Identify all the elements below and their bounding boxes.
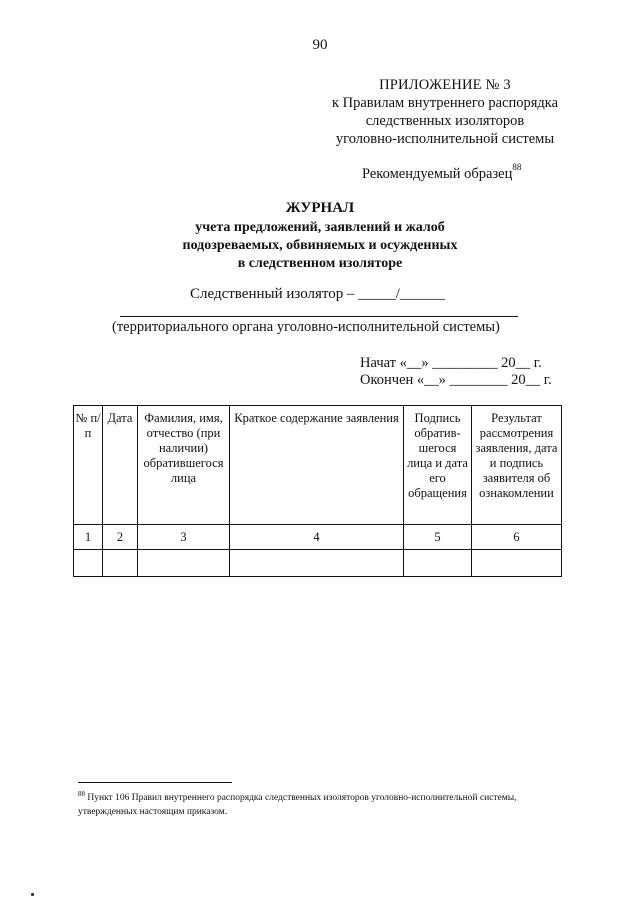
org-caption: (территориального органа уголовно-исполнительной системы) <box>112 319 500 335</box>
sample-footnote-ref[interactable]: 88 <box>512 162 522 172</box>
table-cell[interactable] <box>74 550 103 577</box>
column-header: Результат рассмотрения заявления, дата и подпись заявителя об ознакомлении <box>472 406 562 525</box>
table-cell[interactable] <box>404 550 472 577</box>
journal-subtitle <box>0 219 640 273</box>
journal-subtitle-line-2: подозреваемых, обвиняемых и осужденных <box>182 238 458 253</box>
footnote <box>78 787 568 819</box>
scan-speck <box>31 893 34 896</box>
column-number: 1 <box>74 525 103 550</box>
table-row <box>74 525 562 550</box>
page-number: 90 <box>312 37 328 53</box>
recommended-sample <box>362 164 521 183</box>
column-header: Фамилия, имя, отчество (при наличии) обратившегося лица <box>138 406 230 525</box>
journal-title: ЖУРНАЛ <box>285 200 355 216</box>
table-row <box>74 550 562 577</box>
appendix-line-2: следственных изоляторов <box>365 113 525 129</box>
appendix-line-1: к Правилам внутреннего распорядка <box>331 95 559 111</box>
sample-text: Рекомендуемый образец <box>362 165 513 182</box>
footnote-marker: 88 <box>78 790 85 798</box>
journal-dates <box>360 355 552 389</box>
journal-table <box>73 405 562 577</box>
column-number: 3 <box>138 525 230 550</box>
appendix-line-3: уголовно-исполнительной системы <box>335 131 555 147</box>
date-ended[interactable]: Окончен «__» ________ 20__ г. <box>360 372 552 388</box>
column-number: 2 <box>103 525 138 550</box>
column-number: 6 <box>472 525 562 550</box>
isolator-field[interactable]: Следственный изолятор – _____/______ <box>190 286 445 302</box>
column-header: Подпись обратив-шегося лица и дата его обращения <box>404 406 472 525</box>
journal-subtitle-line-3: в следственном изоляторе <box>237 256 403 271</box>
org-blank-line[interactable] <box>120 316 518 317</box>
appendix-header <box>300 76 590 148</box>
column-header: Краткое содержание заявления <box>230 406 404 525</box>
table-cell[interactable] <box>472 550 562 577</box>
appendix-title: ПРИЛОЖЕНИЕ № 3 <box>379 77 511 93</box>
date-started[interactable]: Начат «__» _________ 20__ г. <box>360 355 542 371</box>
table-cell[interactable] <box>230 550 404 577</box>
journal-subtitle-line-1: учета предложений, заявлений и жалоб <box>195 220 445 235</box>
table-cell[interactable] <box>103 550 138 577</box>
column-header: Дата <box>103 406 138 525</box>
column-number: 5 <box>404 525 472 550</box>
column-header: № п/п <box>74 406 103 525</box>
footnote-text: Пункт 106 Правил внутреннего распорядка следственных изоляторов уголовно-исполнительной системы, утвержденных настоящим приказом. <box>78 793 517 818</box>
column-number: 4 <box>230 525 404 550</box>
table-header-row <box>74 406 562 525</box>
table-cell[interactable] <box>138 550 230 577</box>
footnote-divider <box>78 782 232 783</box>
